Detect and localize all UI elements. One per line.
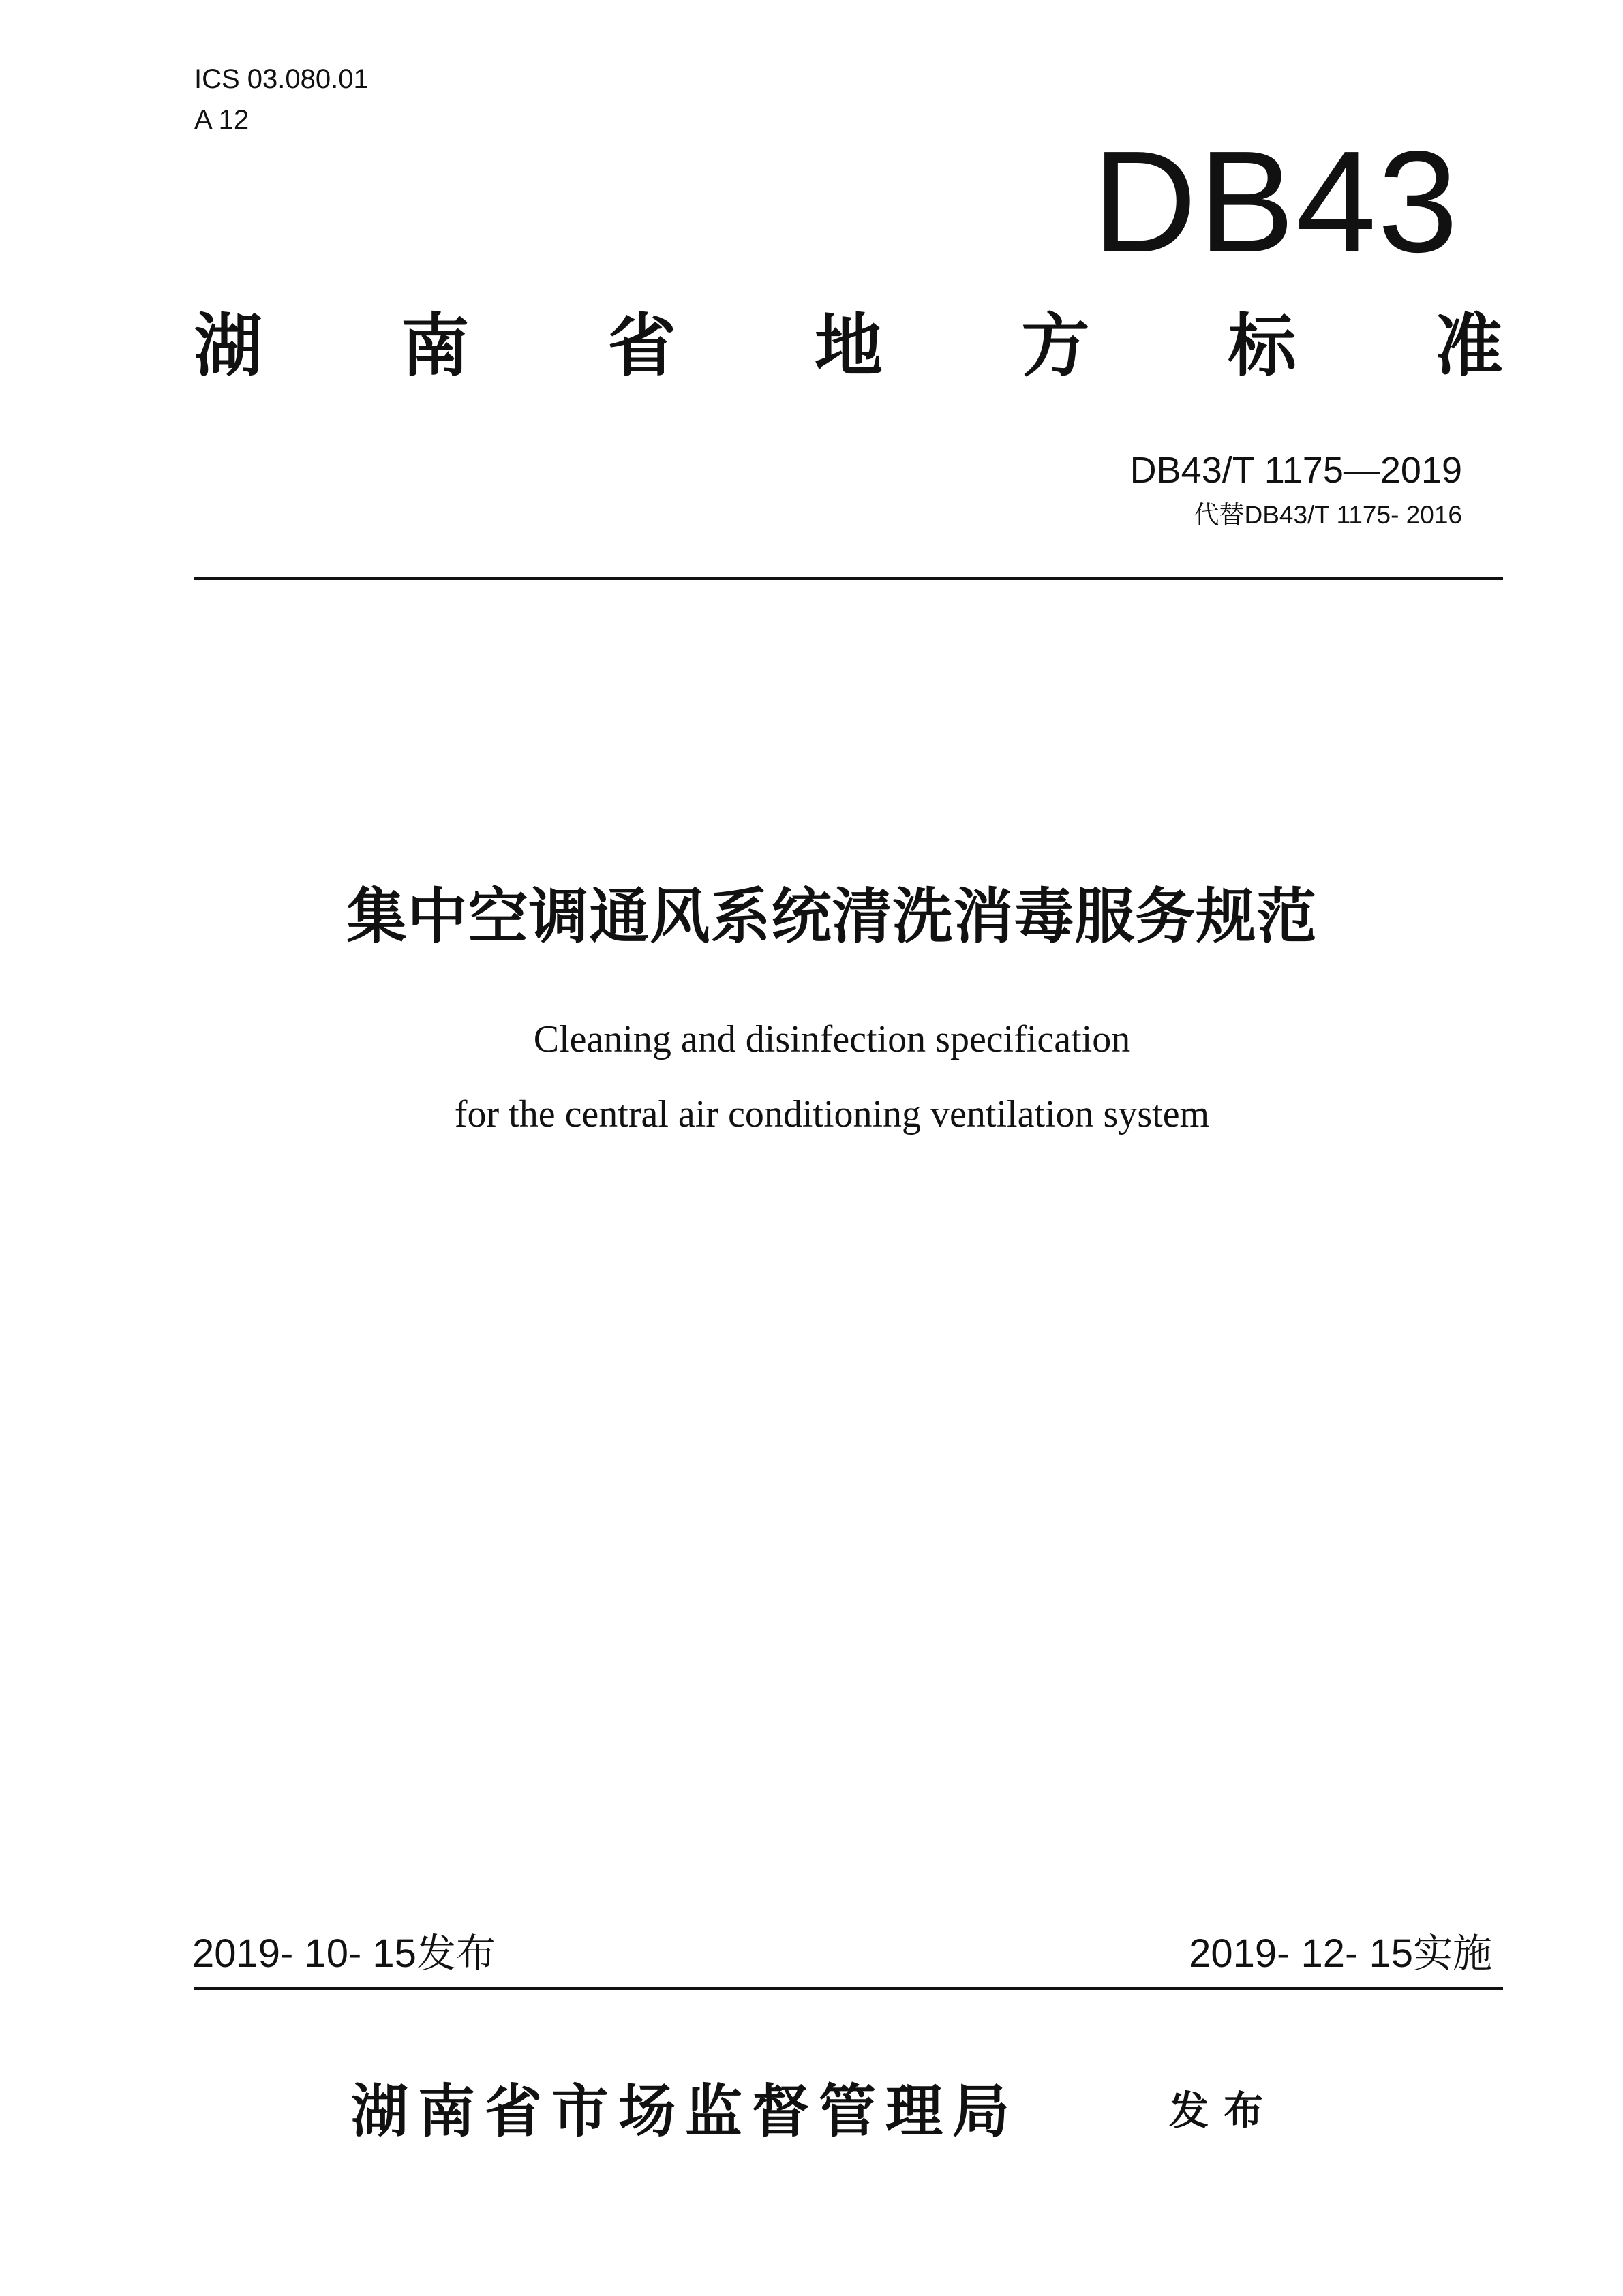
title-english-line1: Cleaning and disinfection specification <box>533 1018 1131 1060</box>
standard-logo: DB43 <box>1092 121 1459 282</box>
issuing-authority: 湖南省市场监督管理局 <box>351 2079 1020 2143</box>
title-english-line2: for the central air conditioning ventilation system <box>454 1093 1210 1135</box>
title-chinese: 集中空调通风系统清洗消毒服务规范 <box>346 883 1318 950</box>
standard-type-heading <box>194 305 1503 387</box>
standard-type-char: 省 <box>607 308 676 384</box>
standard-number: DB43/T 1175—2019 <box>1129 450 1462 491</box>
implementation-date: 2019- 12- 15实施 <box>1189 1931 1492 1976</box>
standard-type-char: 方 <box>1021 308 1090 384</box>
classification-code: A 12 <box>194 105 249 135</box>
standard-type-char: 准 <box>1434 308 1503 384</box>
replaces-standard: 代替DB43/T 1175- 2016 <box>1194 501 1462 529</box>
footer-divider <box>194 1987 1503 1990</box>
publication-date: 2019- 10- 15发布 <box>192 1931 496 1976</box>
standard-type-char: 湖 <box>194 308 262 384</box>
issue-label: 发布 <box>1169 2089 1279 2133</box>
standard-type-char: 南 <box>401 308 470 384</box>
standard-type-char: 地 <box>814 308 883 384</box>
ics-code: ICS 03.080.01 <box>194 64 369 94</box>
standard-type-char: 标 <box>1228 308 1296 384</box>
header-divider <box>194 577 1503 580</box>
